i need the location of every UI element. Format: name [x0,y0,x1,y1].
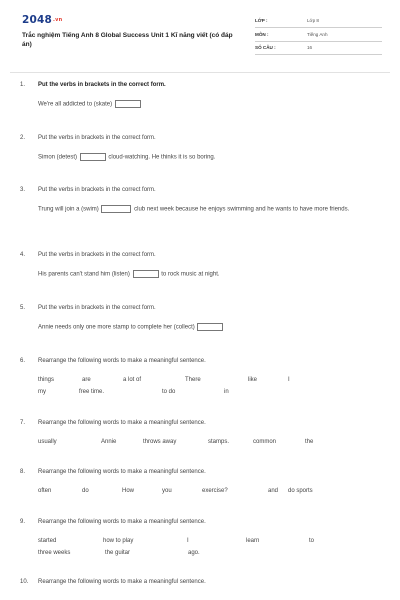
page-header [22,14,382,72]
question-number: 1. [20,82,26,88]
word-chip[interactable]: ago. [188,550,200,556]
word-chip[interactable]: stamps. [208,439,230,445]
word-chip[interactable]: common [253,439,277,445]
question-instruction: Put the verbs in brackets in the correct form. [38,252,156,258]
meta-row-class [255,16,382,28]
answer-blank[interactable] [80,153,106,161]
question-text: Trung will join a (swim) [38,206,99,213]
question-8 [20,469,380,505]
word-chip[interactable]: There [185,377,201,383]
meta-row-count [255,43,382,55]
word-chip[interactable]: how to play [103,538,134,544]
question-instruction: Put the verbs in brackets in the correct form. [38,135,156,141]
word-chip[interactable]: do sports [288,488,313,494]
meta-key: SỐ CÂU : [255,45,276,50]
question-number: 2. [20,135,26,141]
meta-row-subject [255,30,382,42]
question-6 [20,358,380,408]
word-chip[interactable]: in [224,389,229,395]
question-instruction: Rearrange the following words to make a meaningful sentence. [38,579,206,585]
quiz-meta [255,16,382,57]
meta-value: Tiếng Anh [307,31,328,37]
question-body [38,153,378,163]
question-7 [20,420,380,456]
word-chip[interactable]: I [187,538,189,544]
question-number: 9. [20,519,26,525]
question-number: 6. [20,358,26,364]
word-chip[interactable]: to [309,538,315,544]
meta-key: LỚP : [255,18,268,23]
question-10 [20,579,380,593]
site-logo[interactable] [22,14,62,26]
question-instruction: Rearrange the following words to make a meaningful sentence. [38,469,206,475]
question-body [38,270,378,280]
meta-key: MÔN : [255,31,269,37]
meta-value: 16 [307,45,313,50]
question-text: Annie needs only one more stamp to complete her (collect) [38,324,195,331]
question-text: We're all addicted to (skate) [38,101,113,108]
word-chip[interactable]: a lot of [123,377,142,383]
word-chip[interactable]: the guitar [105,550,131,556]
logo-suffix: .vn [53,17,63,23]
question-number: 7. [20,420,26,426]
header-divider [10,72,390,73]
word-chip[interactable]: three weeks [38,550,71,556]
question-instruction: Put the verbs in brackets in the correct form. [38,187,156,193]
question-body [38,323,378,333]
word-chip[interactable]: are [82,377,91,383]
answer-blank[interactable] [197,323,223,331]
logo-text: 2048 [22,14,53,26]
word-chip[interactable]: the [305,439,314,445]
word-chip[interactable]: to do [162,389,176,395]
word-chip[interactable]: things [38,377,55,383]
word-chip[interactable]: you [162,488,172,494]
question-instruction: Rearrange the following words to make a meaningful sentence. [38,519,206,525]
word-chip[interactable]: exercise? [202,488,228,494]
question-number: 4. [20,252,26,258]
question-text-after: to rock music at night. [161,271,220,278]
quiz-title: Trắc nghiệm Tiếng Anh 8 Global Success Unit 1 Kĩ năng viết (có đáp án) [22,32,233,48]
word-chip[interactable]: usually [38,439,57,445]
question-instruction: Rearrange the following words to make a meaningful sentence. [38,358,206,364]
answer-blank[interactable] [115,100,141,108]
question-text-after: club next week because he enjoys swimming and he wants to have more friends. [134,206,350,213]
question-text: Simon (detest) [38,154,78,161]
word-chip[interactable]: do [82,488,89,494]
question-instruction: Rearrange the following words to make a meaningful sentence. [38,420,206,426]
question-instruction: Put the verbs in brackets in the correct form. [38,305,156,311]
word-chip[interactable]: free time. [79,389,105,395]
question-number: 10. [20,579,29,585]
question-body [38,100,378,110]
word-chip[interactable]: I [288,377,290,383]
question-instruction: Put the verbs in brackets in the correct form. [38,82,166,88]
word-chip[interactable]: Annie [101,439,117,445]
question-number: 5. [20,305,26,311]
question-body [38,205,378,215]
meta-value: Lớp 8 [307,18,319,23]
word-chip[interactable]: often [38,488,52,494]
word-chip[interactable]: like [248,377,258,383]
question-text: His parents can't stand him (listen) [38,271,130,278]
word-chip[interactable]: How [122,488,135,494]
word-chip[interactable]: my [38,389,46,395]
word-chip[interactable]: started [38,538,57,544]
word-chip[interactable]: learn [246,538,260,544]
answer-blank[interactable] [101,205,131,213]
question-text-after: cloud-watching. He thinks it is so boring. [108,154,216,161]
answer-blank[interactable] [133,270,159,278]
word-chip[interactable]: and [268,488,279,494]
question-9 [20,519,380,565]
question-number: 3. [20,187,26,193]
question-number: 8. [20,469,26,475]
word-chip[interactable]: throws away [143,439,177,445]
